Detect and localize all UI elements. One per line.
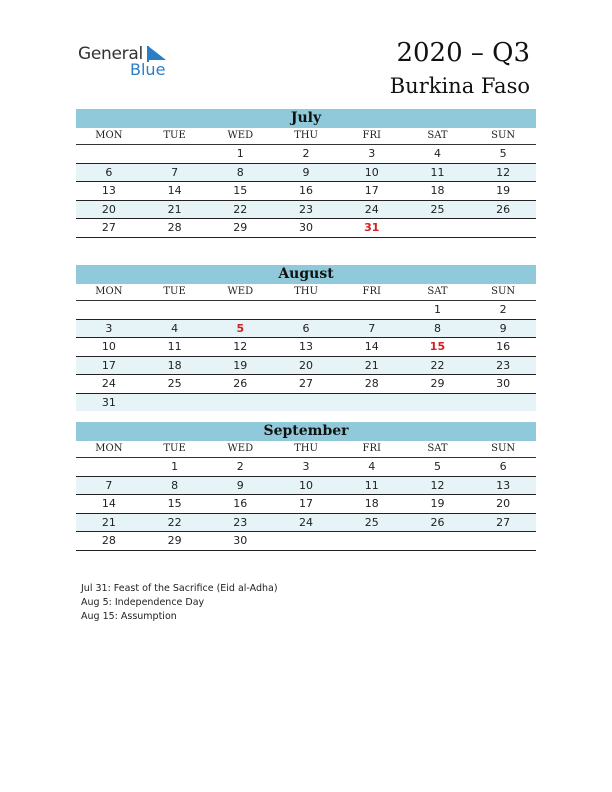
day-cell: 8 xyxy=(433,321,441,335)
week-row xyxy=(76,145,536,164)
weekday-label: FRI xyxy=(362,286,381,297)
week-row xyxy=(76,219,536,238)
day-cell: 10 xyxy=(299,478,314,492)
day-cell xyxy=(76,145,142,163)
day-cell: 3 xyxy=(105,321,113,335)
day-cell: 1 xyxy=(236,147,244,160)
day-cell xyxy=(273,394,339,412)
day-cell: 28 xyxy=(167,221,182,234)
weekday-label: SUN xyxy=(491,130,516,141)
month-name: August xyxy=(76,265,536,284)
weekday-label: FRI xyxy=(362,130,381,141)
weekday-label: SUN xyxy=(491,286,516,297)
day-cell: 23 xyxy=(496,358,511,372)
note-item: Aug 5: Independence Day xyxy=(81,597,205,608)
day-cell xyxy=(76,458,142,476)
holiday-day-cell: 5 xyxy=(236,321,245,335)
day-cell xyxy=(470,532,536,550)
day-cell: 2 xyxy=(302,147,310,160)
day-cell: 19 xyxy=(496,184,511,197)
weekday-label: WED xyxy=(227,286,254,297)
day-cell: 7 xyxy=(171,165,179,179)
day-cell: 20 xyxy=(101,202,116,216)
day-cell: 9 xyxy=(236,478,244,492)
week-row xyxy=(76,182,536,201)
week-row xyxy=(76,477,536,496)
day-cell: 24 xyxy=(299,515,314,529)
weekday-label: WED xyxy=(227,130,254,141)
day-cell: 25 xyxy=(167,377,182,390)
day-cell: 5 xyxy=(433,460,441,473)
weekday-label: SAT xyxy=(427,130,448,141)
day-cell: 11 xyxy=(430,165,445,179)
day-cell xyxy=(273,301,339,319)
day-cell: 23 xyxy=(299,202,314,216)
day-cell: 5 xyxy=(499,147,507,160)
day-cell: 16 xyxy=(299,184,314,197)
week-row xyxy=(76,394,536,412)
day-cell: 18 xyxy=(167,358,182,372)
day-cell: 17 xyxy=(101,358,116,372)
day-cell: 19 xyxy=(233,358,248,372)
day-cell: 7 xyxy=(105,478,113,492)
holiday-notes xyxy=(81,582,278,624)
day-cell: 12 xyxy=(496,165,511,179)
weekday-label: MON xyxy=(95,286,123,297)
day-cell: 12 xyxy=(430,478,445,492)
weekday-label: SAT xyxy=(427,286,448,297)
weekday-header-row xyxy=(76,128,536,145)
day-cell: 1 xyxy=(433,303,441,316)
weekday-label: TUE xyxy=(163,443,186,454)
weekday-label: THU xyxy=(294,130,318,141)
day-cell: 18 xyxy=(430,184,445,197)
day-cell: 10 xyxy=(364,165,379,179)
day-cell xyxy=(142,394,208,412)
day-cell: 27 xyxy=(299,377,314,390)
day-cell: 16 xyxy=(233,497,248,510)
day-cell xyxy=(339,532,405,550)
page-title: 2020 – Q3 xyxy=(396,38,530,68)
day-cell: 22 xyxy=(233,202,248,216)
weekday-label: SAT xyxy=(427,443,448,454)
week-row xyxy=(76,164,536,183)
month-july xyxy=(76,109,536,238)
week-row xyxy=(76,301,536,320)
day-cell: 8 xyxy=(171,478,179,492)
day-cell: 28 xyxy=(364,377,379,390)
day-cell: 21 xyxy=(364,358,379,372)
week-row xyxy=(76,320,536,339)
day-cell: 3 xyxy=(368,147,376,160)
day-cell: 24 xyxy=(101,377,116,390)
day-cell: 16 xyxy=(496,340,511,353)
note-item: Jul 31: Feast of the Sacrifice (Eid al-Adha) xyxy=(81,583,278,594)
day-cell: 2 xyxy=(236,460,244,473)
note-item: Aug 15: Assumption xyxy=(81,611,177,622)
weekday-label: TUE xyxy=(163,286,186,297)
day-cell: 17 xyxy=(364,184,379,197)
day-cell xyxy=(142,301,208,319)
holiday-day-cell: 15 xyxy=(429,340,446,353)
day-cell: 29 xyxy=(167,534,182,547)
day-cell: 27 xyxy=(496,515,511,529)
day-cell xyxy=(339,394,405,412)
week-row xyxy=(76,514,536,533)
day-cell: 7 xyxy=(368,321,376,335)
day-cell: 15 xyxy=(167,497,182,510)
day-cell xyxy=(470,394,536,412)
day-cell: 24 xyxy=(364,202,379,216)
day-cell xyxy=(405,219,471,237)
day-cell: 6 xyxy=(499,460,507,473)
day-cell: 17 xyxy=(299,497,314,510)
day-cell: 21 xyxy=(167,202,182,216)
day-cell: 30 xyxy=(233,534,248,547)
day-cell xyxy=(405,394,471,412)
day-cell xyxy=(339,301,405,319)
day-cell xyxy=(76,301,142,319)
weekday-label: WED xyxy=(227,443,254,454)
day-cell: 30 xyxy=(496,377,511,390)
week-row xyxy=(76,201,536,220)
weekday-label: THU xyxy=(294,443,318,454)
day-cell: 11 xyxy=(364,478,379,492)
generalblue-logo xyxy=(78,44,178,78)
day-cell xyxy=(142,145,208,163)
day-cell: 6 xyxy=(105,165,113,179)
day-cell: 29 xyxy=(430,377,445,390)
day-cell: 18 xyxy=(364,497,379,510)
day-cell: 26 xyxy=(496,202,511,216)
logo-blue-text: Blue xyxy=(130,60,166,79)
day-cell: 13 xyxy=(101,184,116,197)
day-cell xyxy=(470,219,536,237)
day-cell: 14 xyxy=(101,497,116,510)
day-cell: 4 xyxy=(171,321,179,335)
weekday-header-row xyxy=(76,441,536,458)
month-august xyxy=(76,265,536,411)
day-cell: 21 xyxy=(101,515,116,529)
day-cell: 1 xyxy=(171,460,179,473)
day-cell: 9 xyxy=(499,321,507,335)
weekday-header-row xyxy=(76,284,536,301)
weekday-label: TUE xyxy=(163,130,186,141)
day-cell: 29 xyxy=(233,221,248,234)
holiday-day-cell: 31 xyxy=(364,221,380,234)
day-cell: 4 xyxy=(368,460,376,473)
week-row xyxy=(76,375,536,394)
weekday-label: MON xyxy=(95,130,123,141)
day-cell xyxy=(207,301,273,319)
day-cell: 9 xyxy=(302,165,310,179)
day-cell: 31 xyxy=(101,395,116,409)
week-row xyxy=(76,338,536,357)
week-row xyxy=(76,357,536,376)
day-cell: 3 xyxy=(302,460,310,473)
weekday-label: MON xyxy=(95,443,123,454)
day-cell: 12 xyxy=(233,340,248,353)
weekday-label: THU xyxy=(294,286,318,297)
month-name: September xyxy=(76,422,536,441)
day-cell: 11 xyxy=(167,340,182,353)
week-row xyxy=(76,532,536,551)
logo-general-text: General xyxy=(78,44,143,64)
day-cell: 20 xyxy=(299,358,314,372)
day-cell xyxy=(273,532,339,550)
day-cell: 8 xyxy=(236,165,244,179)
day-cell: 14 xyxy=(364,340,379,353)
day-cell: 25 xyxy=(364,515,379,529)
day-cell: 22 xyxy=(167,515,182,529)
day-cell: 28 xyxy=(101,534,116,547)
day-cell: 23 xyxy=(233,515,248,529)
day-cell: 2 xyxy=(499,303,507,316)
day-cell: 19 xyxy=(430,497,445,510)
day-cell: 25 xyxy=(430,202,445,216)
weekday-label: SUN xyxy=(491,443,516,454)
month-name: July xyxy=(76,109,536,128)
day-cell: 13 xyxy=(496,478,511,492)
day-cell: 14 xyxy=(167,184,182,197)
day-cell: 27 xyxy=(101,221,116,234)
day-cell: 26 xyxy=(430,515,445,529)
month-september xyxy=(76,422,536,551)
day-cell: 15 xyxy=(233,184,248,197)
day-cell: 22 xyxy=(430,358,445,372)
day-cell: 10 xyxy=(101,340,116,353)
day-cell xyxy=(405,532,471,550)
day-cell: 4 xyxy=(433,147,441,160)
day-cell: 20 xyxy=(496,497,511,510)
week-row xyxy=(76,458,536,477)
week-row xyxy=(76,495,536,514)
day-cell: 13 xyxy=(299,340,314,353)
day-cell: 6 xyxy=(302,321,310,335)
day-cell xyxy=(207,394,273,412)
day-cell: 26 xyxy=(233,377,248,390)
country-subtitle: Burkina Faso xyxy=(389,74,530,98)
day-cell: 30 xyxy=(299,221,314,234)
weekday-label: FRI xyxy=(362,443,381,454)
